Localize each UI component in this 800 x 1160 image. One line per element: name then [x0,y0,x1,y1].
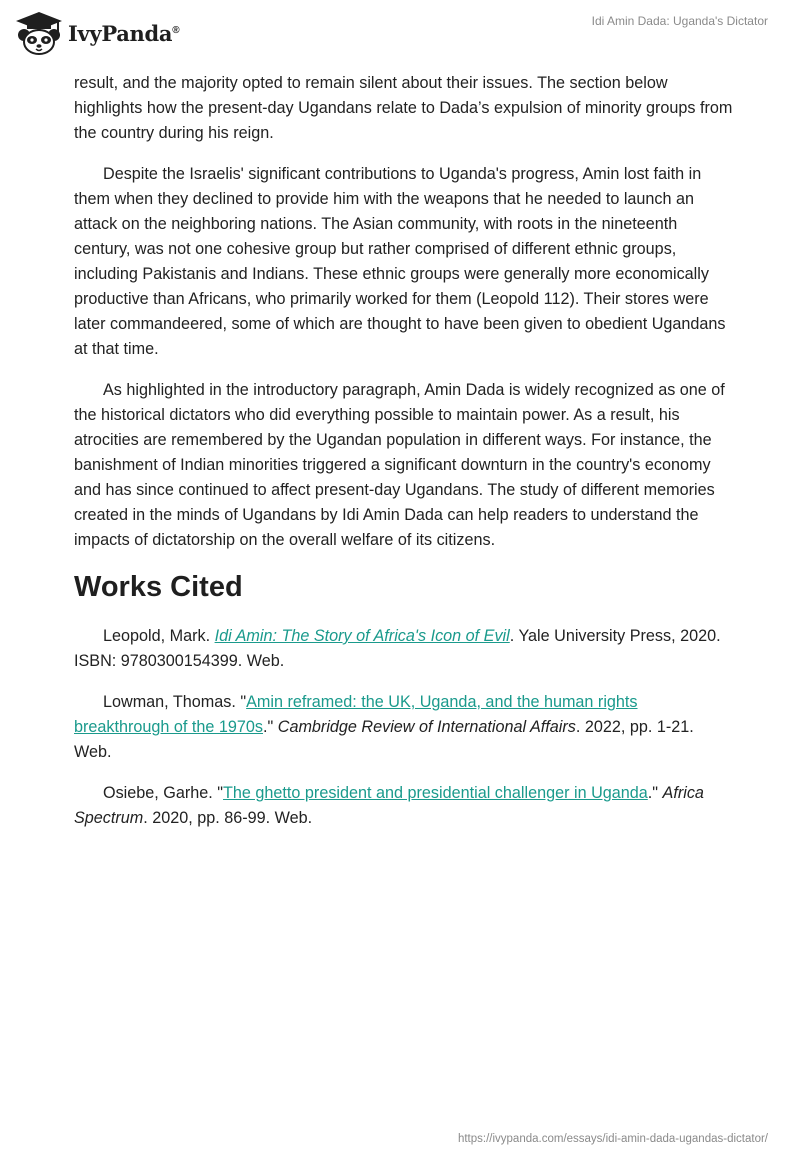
panda-graduate-icon [14,10,64,56]
footer-url: https://ivypanda.com/essays/idi-amin-dada-ugandas-dictator/ [457,1133,768,1145]
paragraph: result, and the majority opted to remain silent about their issues. The section below highlights how the present-day Ugandans relate to Dada’s expulsion of minority groups from the country during his reign. [74,74,733,142]
citation-link[interactable]: The ghetto president and presidential challenger in Uganda [223,784,648,802]
brand-name: IvyPanda® [68,20,180,46]
paragraph: As highlighted in the introductory paragraph, Amin Dada is widely recognized as one of the historical dictators who did everything possible to maintain power. As a result, his atrocities are remembered by the Ugandan population in different ways. For instance, the banishment of Indian minorities triggered a significant downturn in the country's economy and has since continued to affect present-day Ugandans. The study of different memories created in the minds of Ugandans by Idi Amin Dada can help readers to understand the impacts of dictatorship on the overall welfare of its citizens. [74,381,725,549]
page-header [0,0,800,70]
works-cited-heading: Works Cited [74,571,243,603]
citation-entry: Osiebe, Garhe. "The ghetto president and presidential challenger in Uganda." Africa Spectrum. 2020, pp. 86-99. Web. [74,784,704,827]
paragraph: Despite the Israelis' significant contributions to Uganda's progress, Amin lost faith in them when they declined to provide him with the weapons that he needed to launch an attack on the neighboring nations. The Asian community, with roots in the nineteenth century, was not one cohesive group but rather comprised of different ethnic groups, including Pakistanis and Indians. These ethnic groups were generally more economically productive than Africans, who primarily worked for them (Leopold 112). Their stores were later commandeered, some of which are thought to have been given to obedient Ugandans at that time. [74,165,726,358]
document-title: Idi Amin Dada: Uganda's Dictator [591,14,768,28]
brand-logo[interactable] [14,10,179,56]
citation-link[interactable]: Idi Amin: The Story of Africa's Icon of Evil [214,627,510,645]
citation-entry: Lowman, Thomas. "Amin reframed: the UK, Uganda, and the human rights breakthrough of the 1970s." Cambridge Review of International Affairs. 2022, pp. 1-21. Web. [74,693,694,761]
citation-entry: Leopold, Mark. Idi Amin: The Story of Africa's Icon of Evil. Yale University Press, 2020. ISBN: 9780300154399. Web. [74,627,721,670]
essay-content [74,71,734,847]
citation-link[interactable]: Amin reframed: the UK, Uganda, and the human rights breakthrough of the 1970s [74,693,638,736]
